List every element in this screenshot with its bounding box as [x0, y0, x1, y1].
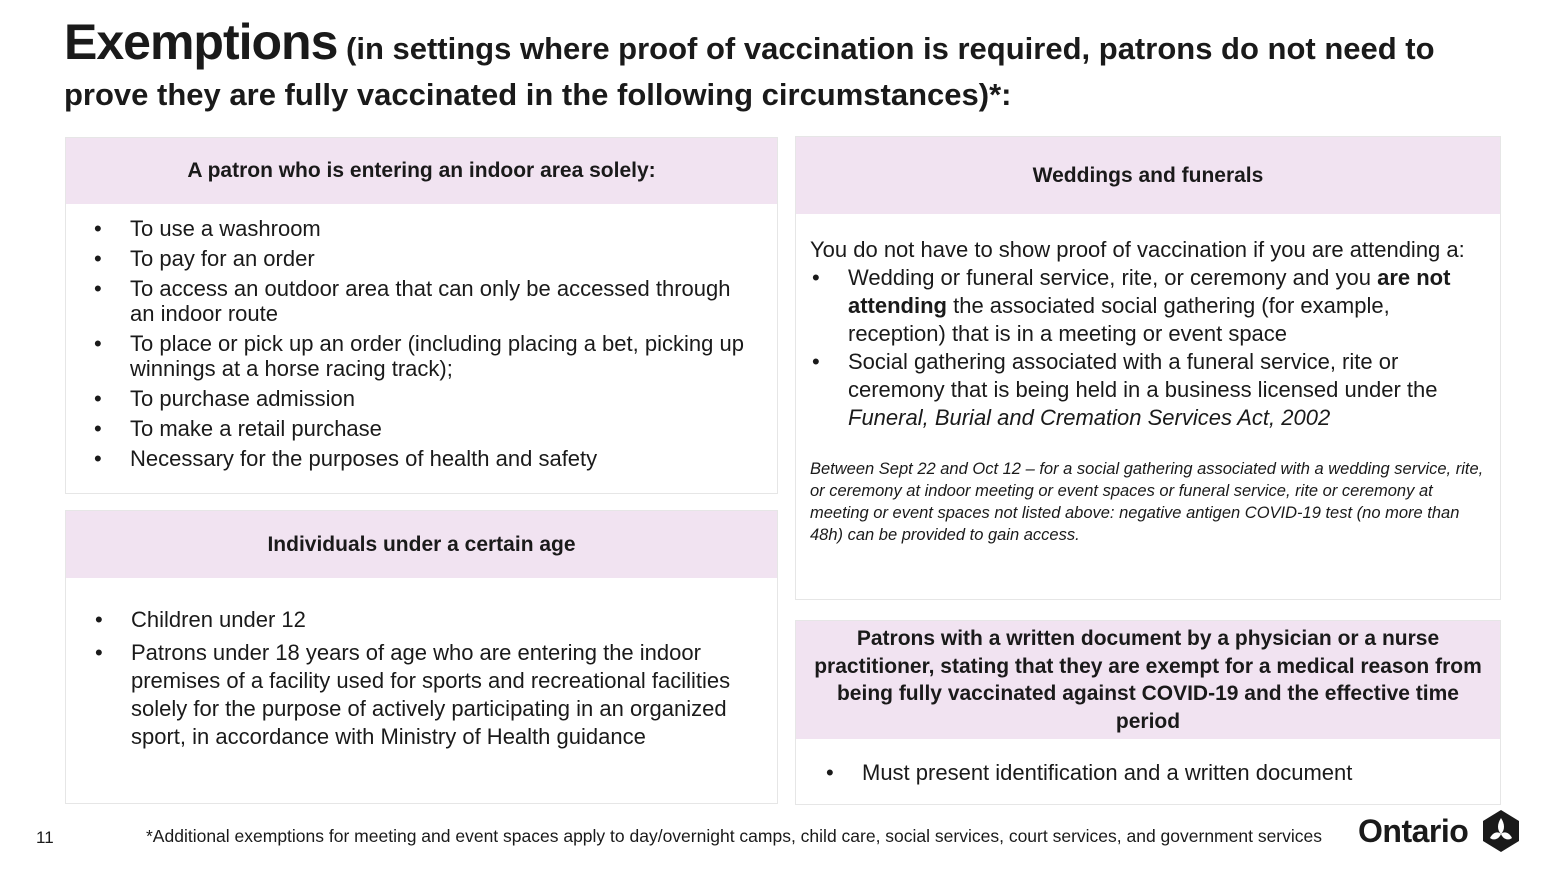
list-item: • Must present identification and a written document [862, 759, 1480, 787]
ontario-logo [1358, 808, 1524, 854]
slide-title [64, 14, 1504, 121]
list-item: • To access an outdoor area that can only be accessed through an indoor route [130, 276, 747, 326]
title-main: Exemptions [64, 14, 338, 70]
indoor-area-header: A patron who is entering an indoor area solely: [66, 138, 777, 204]
medical-list [796, 739, 1500, 787]
age-panel [65, 510, 778, 804]
list-item: • To pay for an order [130, 246, 747, 271]
list-item: • Necessary for the purposes of health and safety [130, 446, 747, 471]
indoor-area-list [66, 204, 777, 471]
logo-wordmark: Ontario [1358, 812, 1469, 849]
act-name: Funeral, Burial and Cremation Services Act, 2002 [848, 405, 1331, 430]
medical-panel [795, 620, 1501, 805]
item-text: Social gathering associated with a funeral service, rite or ceremony that is being held in a business licensed under the [848, 349, 1438, 402]
list-item: • Patrons under 18 years of age who are entering the indoor premises of a facility used for sports and recreational facilities solely for the purpose of actively participating in an organized sport, in accordance with Ministry of Health guidance [131, 639, 737, 751]
weddings-list [810, 264, 1486, 432]
weddings-note: Between Sept 22 and Oct 12 – for a social gathering associated with a wedding service, rite, or ceremony at indoor meeting or event spaces or funeral service, rite or ceremony at meeting or event spaces not listed above: negative antigen COVID-19 test (no more than 48h) can be provided to gain access. [810, 460, 1484, 544]
list-item: • To make a retail purchase [130, 416, 747, 441]
trillium-icon [1478, 808, 1524, 854]
list-item [848, 264, 1486, 348]
weddings-funerals-panel [795, 136, 1501, 600]
list-item [848, 348, 1486, 432]
weddings-intro: You do not have to show proof of vaccination if you are attending a: [810, 237, 1465, 262]
page-number: 11 [36, 828, 54, 847]
age-header: Individuals under a certain age [66, 511, 777, 578]
indoor-area-panel [65, 137, 778, 494]
list-item: • To purchase admission [130, 386, 747, 411]
item-text: Wedding or funeral service, rite, or ceremony and you [848, 265, 1378, 290]
list-item: • To place or pick up an order (including placing a bet, picking up winnings at a horse racing track); [130, 331, 747, 381]
item-emphasis: are not attending [848, 265, 1451, 318]
list-item: • Children under 12 [131, 606, 737, 634]
item-text: the associated social gathering (for example, reception) that is in a meeting or event space [848, 293, 1390, 346]
list-item: • To use a washroom [130, 216, 747, 241]
title-subtitle: (in settings where proof of vaccination is required, patrons do not need to prove they are fully vaccinated in the following circumstances)*: [64, 31, 1435, 112]
age-list [66, 578, 777, 751]
weddings-header: Weddings and funerals [796, 137, 1500, 214]
footnote: *Additional exemptions for meeting and event spaces apply to day/overnight camps, child care, social services, court services, and government services [146, 826, 1323, 846]
weddings-body [796, 214, 1500, 546]
medical-header: Patrons with a written document by a physician or a nurse practitioner, stating that they are exempt for a medical reason from being fully vaccinated against COVID-19 and the effective time period [796, 621, 1500, 739]
